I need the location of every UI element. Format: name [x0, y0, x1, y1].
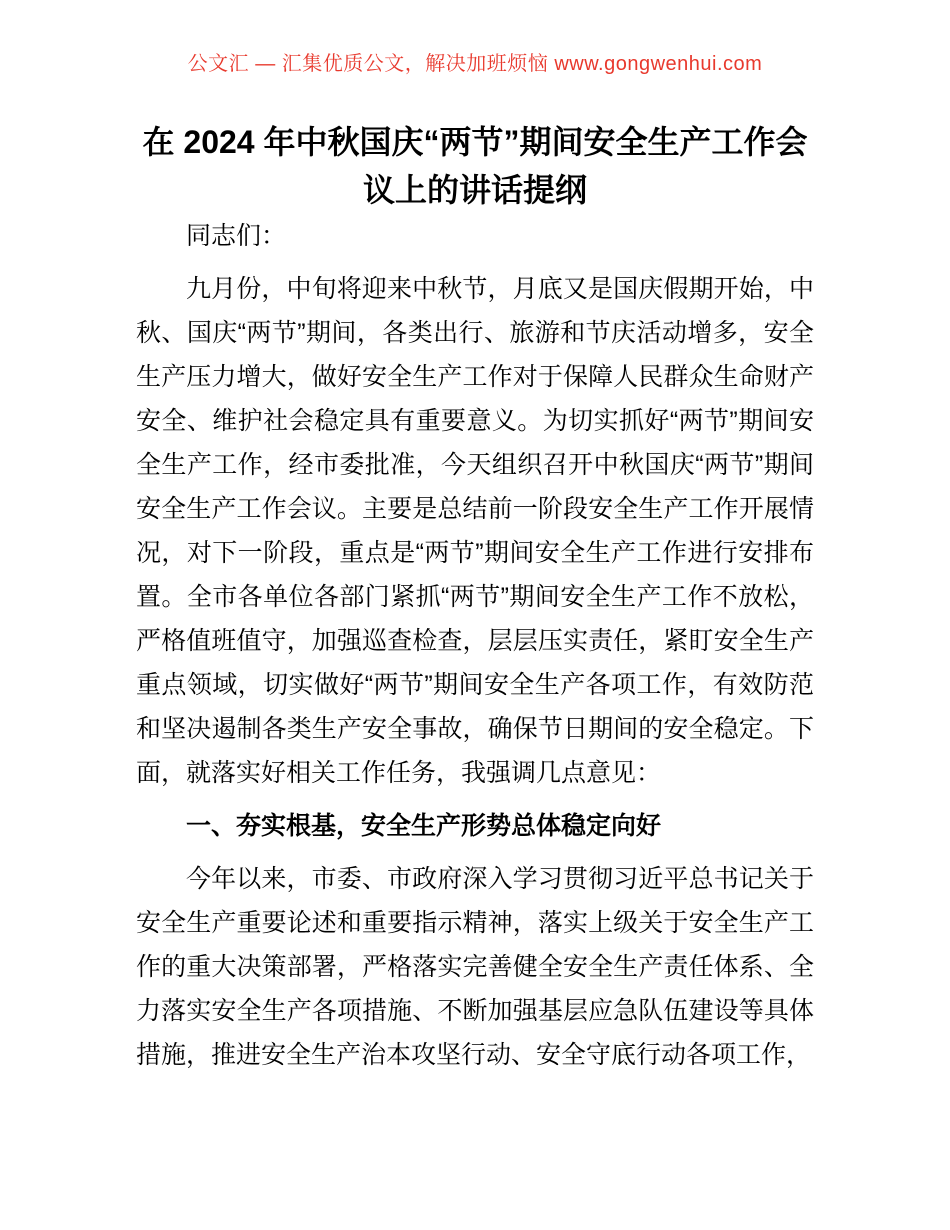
section-heading: 一、夯实根基，安全生产形势总体稳定向好 [186, 812, 662, 840]
paragraph: 同志们： [186, 222, 287, 250]
paragraph: 九月份，中旬将迎来中秋节，月底又是国庆假期开始，中秋、国庆“两节”期间，各类出行、旅游和节庆活动增多，安全生产压力增大，做好安全生产工作对于保障人民群众生命财产安全、维护社会稳定具有重要意义。为切实抓好“两节”期间安全生产工作，经市委批准，今天组织召开中秋国庆“两节”期间安全生产工作会议。主要是总结前一阶段安全生产工作开展情况，对下一阶段，重点是“两节”期间安全生产工作进行安排布置。全市各单位各部门紧抓“两节”期间安全生产工作不放松，严格值班值守，加强巡查检查，层层压实责任，紧盯安全生产重点领域，切实做好“两节”期间安全生产各项工作，有效防范和坚决遏制各类生产安全事故，确保节日期间的安全稳定。下面，就落实好相关工作任务，我强调几点意见： [136, 275, 814, 787]
watermark-header: 公文汇 — 汇集优质公文，解决加班烦恼 www.gongwenhui.com [187, 53, 763, 75]
document-title: 在 2024 年中秋国庆“两节”期间安全生产工作会议上的讲话提纲 [142, 124, 808, 208]
paragraph: 今年以来，市委、市政府深入学习贯彻习近平总书记关于安全生产重要论述和重要指示精神，落实上级关于安全生产工作的重大决策部署，严格落实完善健全安全生产责任体系、全力落实安全生产各项措施、不断加强基层应急队伍建设等具体措施，推进安全生产治本攻坚行动、安全守底行动各项工作， [136, 865, 814, 1069]
document-body [136, 214, 814, 1077]
